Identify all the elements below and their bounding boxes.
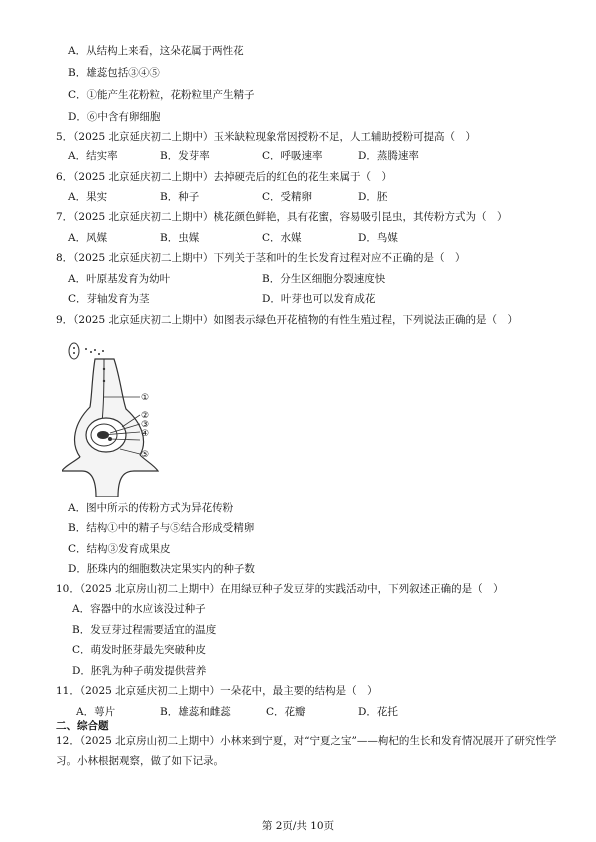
q8-option-c: C．芽轴发育为茎 (68, 293, 150, 305)
q9-stem: 9．（2025 北京延庆初二上期中）如图表示绿色开花植物的有性生殖过程，下列说法正确的是（ ） (56, 314, 518, 326)
q8-stem: 8．（2025 北京延庆初二上期中）下列关于茎和叶的生长发育过程对应不正确的是（ ） (56, 252, 466, 264)
q10-option-a: A．容器中的水应该没过种子 (72, 603, 206, 615)
q7-option-b: B．虫媒 (160, 232, 200, 244)
q7-option-d: D．鸟媒 (358, 232, 398, 244)
q8-option-b: B．分生区细胞分裂速度快 (262, 273, 386, 285)
q10-option-b: B．发豆芽过程需要适宜的温度 (72, 624, 217, 636)
q9-option-c: C．结构③发育成果皮 (68, 543, 171, 555)
q4-option-d: D．⑥中含有卵细胞 (68, 111, 161, 123)
figure-label-4: ④ (141, 429, 150, 439)
anther-drawing (69, 343, 79, 359)
pollen-grains-drawing (85, 348, 104, 355)
receptacle-drawing (62, 455, 158, 497)
q9-option-d: D．胚珠内的细胞数决定果实内的种子数 (68, 563, 255, 575)
q4-option-c: C．①能产生花粉粒，花粉粒里产生精子 (68, 89, 255, 101)
q9-option-a: A．图中所示的传粉方式为异花传粉 (68, 502, 234, 514)
figure-label-2: ② (141, 411, 150, 421)
figure-label-5: ⑤ (141, 450, 150, 460)
q6-stem: 6．（2025 北京延庆初二上期中）去掉硬壳后的红色的花生来属于（ ） (56, 171, 392, 183)
q10-stem: 10．（2025 北京房山初二上期中）在用绿豆种子发豆芽的实践活动中，下列叙述正确的是（ ） (56, 583, 504, 595)
q12-line-2: 习。小林根据观察，做了如下记录。 (56, 755, 224, 767)
q11-stem: 11．（2025 北京延庆初二上期中）一朵花中，最主要的结构是（ ） (56, 685, 378, 697)
q11-option-c: C．花瓣 (266, 706, 306, 718)
q8-option-a: A．叶原基发育为幼叶 (68, 273, 171, 285)
q4-option-b: B．雄蕊包括③④⑤ (68, 67, 160, 79)
q11-option-b: B．雄蕊和雌蕊 (160, 706, 231, 718)
figure-label-1: ① (141, 393, 150, 403)
q5-option-d: D．蒸腾速率 (358, 150, 419, 162)
pistil-outline (75, 359, 144, 471)
q9-option-b: B．结构①中的精子与⑤结合形成受精卵 (68, 522, 255, 534)
section-heading: 二、综合题 (56, 720, 109, 732)
q11-option-d: D．花托 (358, 706, 398, 718)
q5-option-b: B．发芽率 (160, 150, 210, 162)
q5-option-a: A．结实率 (68, 150, 118, 162)
q7-option-a: A．风媒 (68, 232, 108, 244)
q7-stem: 7．（2025 北京延庆初二上期中）桃花颜色鲜艳，具有花蜜，容易吸引昆虫，其传粉方式为（ ） (56, 211, 508, 223)
q5-stem: 5．（2025 北京延庆初二上期中）玉米缺粒现象常因授粉不足，人工辅助授粉可提高（ ） (56, 131, 476, 143)
flower-pollination-figure (62, 337, 172, 497)
q6-option-d: D．胚 (358, 191, 388, 203)
figure-label-3: ③ (141, 420, 150, 430)
q10-option-c: C．萌发时胚芽最先突破种皮 (72, 644, 207, 656)
q6-option-a: A．果实 (68, 191, 108, 203)
q6-option-c: C．受精卵 (262, 191, 313, 203)
q12-line-1: 12．（2025 北京房山初二上期中）小林来到宁夏，对“宁夏之宝”——枸杞的生长和发育情况展开了研究性学 (56, 735, 557, 747)
q5-option-c: C．呼吸速率 (262, 150, 323, 162)
q6-option-b: B．种子 (160, 191, 200, 203)
q10-option-d: D．胚乳为种子萌发提供营养 (72, 665, 207, 677)
q4-option-a: A．从结构上来看，这朵花属于两性花 (68, 45, 244, 57)
page-footer: 第 2页/共 10页 (261, 820, 335, 832)
q8-option-d: D．叶芽也可以发育成花 (262, 293, 376, 305)
q7-option-c: C．水媒 (262, 232, 302, 244)
q11-option-a: A．萼片 (76, 706, 116, 718)
